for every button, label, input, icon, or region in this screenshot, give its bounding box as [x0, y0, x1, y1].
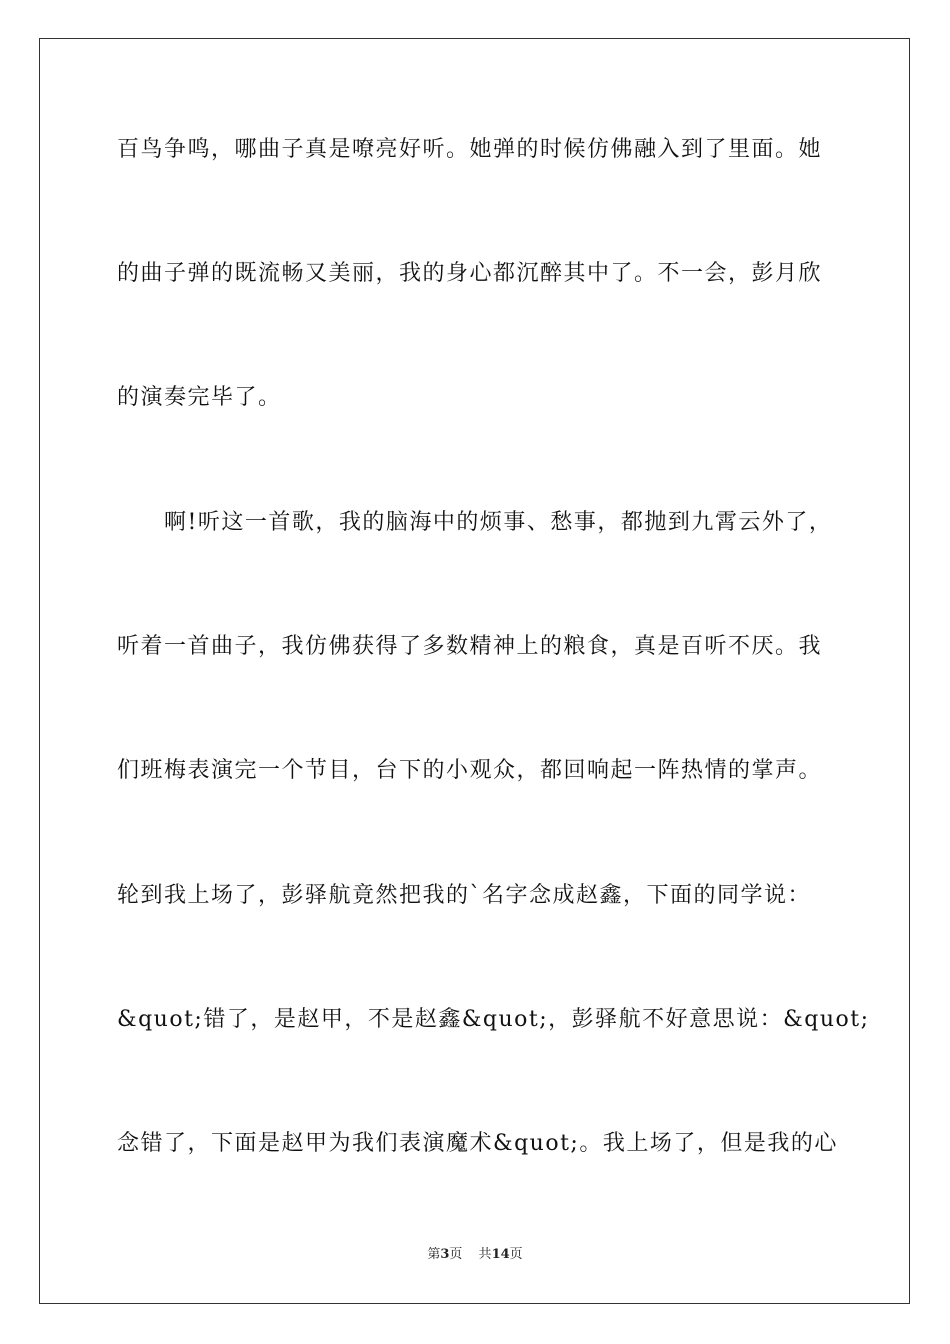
total-indicator — [479, 1247, 523, 1262]
page-number: 3 — [440, 1247, 450, 1262]
text-line-9: 念错了，下面是赵甲为我们表演魔术&quot;。我上场了，但是我的心 — [117, 1131, 838, 1156]
total-pages: 14 — [491, 1247, 510, 1262]
text-line-8: &quot;错了，是赵甲，不是赵鑫&quot;，彭驿航不好意思说：&quot; — [117, 1007, 870, 1032]
page-suffix: 页 — [449, 1247, 463, 1262]
text-line-2: 的曲子弹的既流畅又美丽，我的身心都沉醉其中了。不一会，彭月欣 — [117, 261, 823, 286]
text-line-7: 轮到我上场了，彭驿航竟然把我的`名字念成赵鑫，下面的同学说： — [117, 883, 812, 908]
page-prefix: 第 — [427, 1247, 441, 1262]
text-line-5: 听着一首曲子，我仿佛获得了多数精神上的粮食，真是百听不厌。我 — [117, 634, 823, 659]
page-indicator — [427, 1247, 462, 1262]
page-footer — [0, 1247, 950, 1263]
text-line-6: 们班梅表演完一个节目，台下的小观众，都回响起一阵热情的掌声。 — [117, 758, 823, 783]
text-line-1: 百鸟争鸣，哪曲子真是嘹亮好听。她弹的时候仿佛融入到了里面。她 — [117, 137, 823, 162]
page-frame — [39, 38, 910, 1304]
total-prefix: 共 — [478, 1247, 492, 1262]
text-line-3: 的演奏完毕了。 — [117, 385, 282, 410]
total-suffix: 页 — [509, 1247, 523, 1262]
text-line-4: 啊!听这一首歌，我的脑海中的烦事、愁事，都抛到九霄云外了， — [117, 510, 833, 535]
